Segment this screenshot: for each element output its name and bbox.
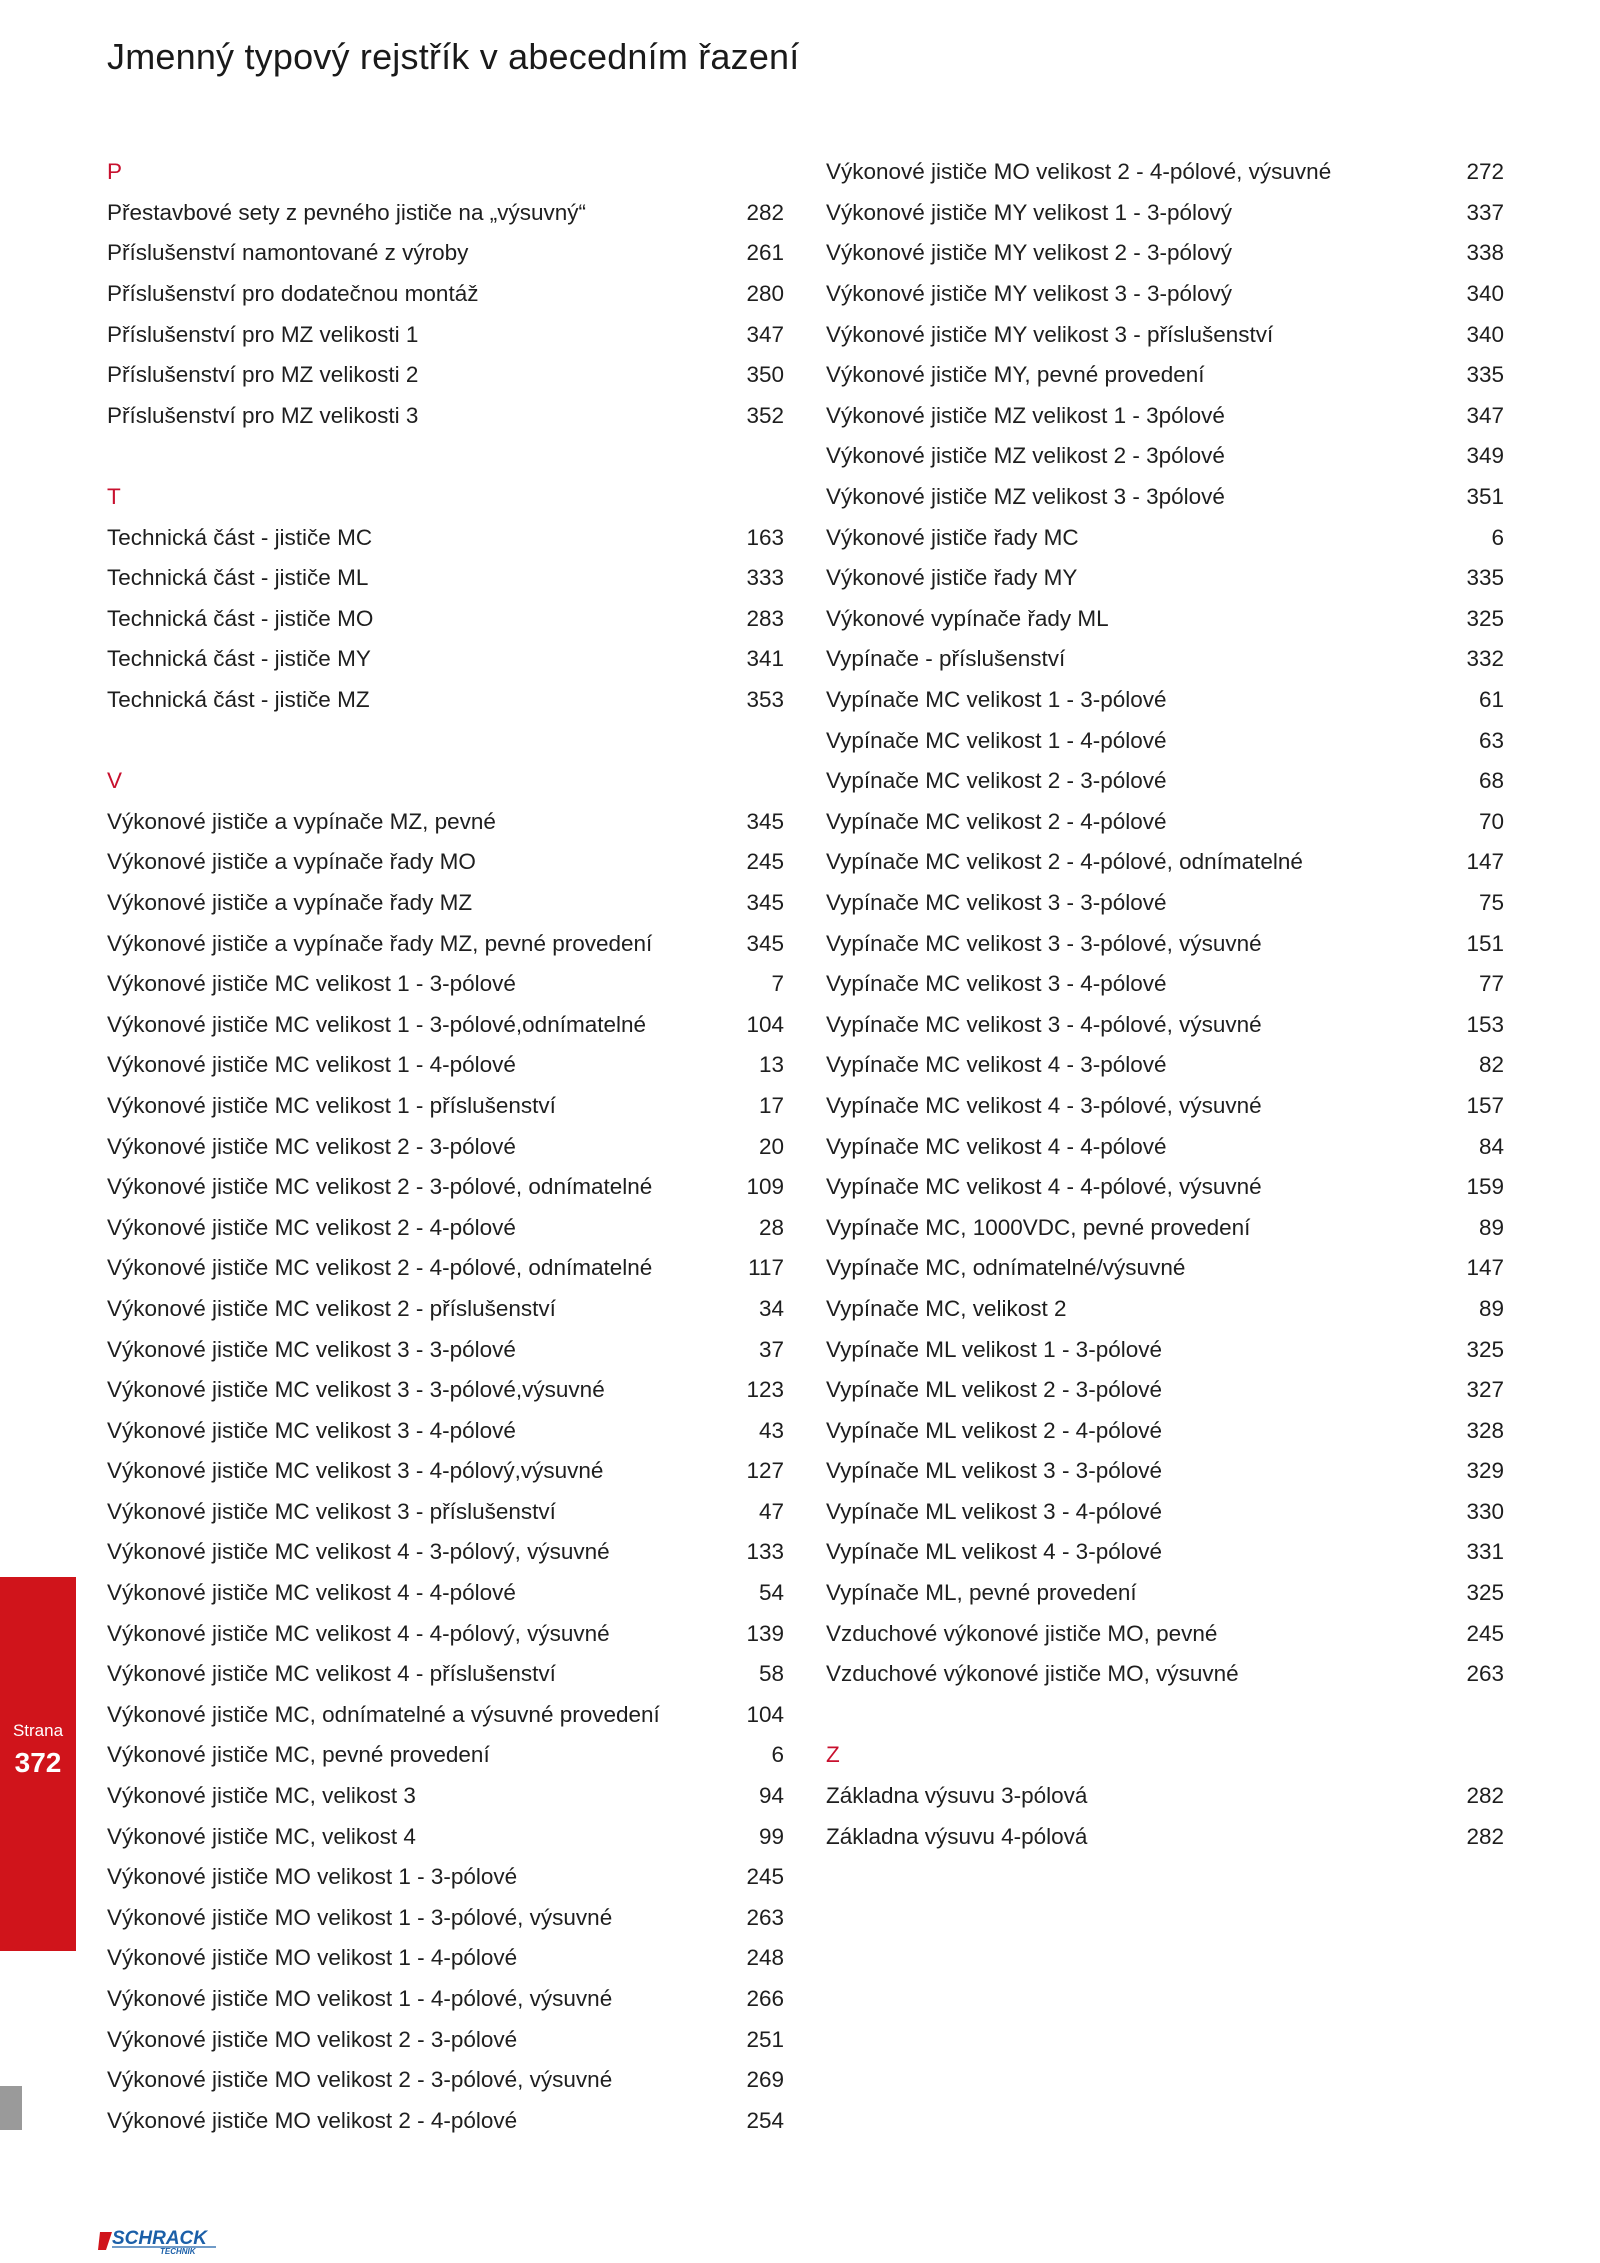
entry-title: Výkonové jističe MY, pevné provedení: [826, 362, 1205, 388]
entry-title: Výkonové jističe MC velikost 2 - 4-pólové, odnímatelné: [107, 1255, 653, 1281]
entry-title: Výkonové jističe MC velikost 3 - 3-pólové,výsuvné: [107, 1377, 605, 1403]
entry-title: Příslušenství pro MZ velikosti 2: [107, 362, 419, 388]
entry-page-number: 245: [1466, 1620, 1504, 1646]
index-entry: [826, 1451, 1504, 1492]
entry-page-number: 89: [1478, 1214, 1504, 1240]
entry-title: Výkonové jističe MC velikost 1 - 3-pólové: [107, 971, 516, 997]
entry-title: Základna výsuvu 3-pólová: [826, 1783, 1088, 1809]
section-letter-heading: [107, 152, 784, 193]
entry-page-number: 330: [1466, 1498, 1504, 1524]
section-letter: V: [107, 768, 123, 794]
entry-page-number: 353: [746, 687, 784, 713]
index-entry: [107, 1654, 784, 1695]
entry-page-number: 20: [758, 1133, 784, 1159]
entry-page-number: 254: [746, 2107, 784, 2133]
entry-page-number: 325: [1466, 1336, 1504, 1362]
section-spacer: [826, 1695, 1504, 1736]
index-entry: [826, 1329, 1504, 1370]
section-spacer: [107, 720, 784, 761]
grey-edge-marker: [0, 2086, 22, 2130]
entry-page-number: 341: [746, 646, 784, 672]
entry-page-number: 99: [758, 1823, 784, 1849]
entry-title: Výkonové jističe MO velikost 2 - 3-pólové, výsuvné: [107, 2067, 613, 2093]
entry-page-number: 350: [746, 362, 784, 388]
index-entry: [107, 1695, 784, 1736]
index-entry: [107, 355, 784, 396]
section-letter: T: [107, 484, 121, 510]
entry-page-number: 159: [1466, 1174, 1504, 1200]
entry-page-number: 345: [746, 889, 784, 915]
entry-page-number: 123: [746, 1377, 784, 1403]
entry-title: Základna výsuvu 4-pólová: [826, 1823, 1088, 1849]
entry-page-number: 17: [758, 1092, 784, 1118]
svg-text:SCHRACK: SCHRACK: [112, 2228, 207, 2249]
entry-page-number: 68: [1478, 768, 1504, 794]
entry-title: Výkonové jističe MC velikost 1 - příslušenství: [107, 1092, 556, 1118]
index-entry: [826, 1004, 1504, 1045]
index-entry: [826, 558, 1504, 599]
index-entry: [107, 1004, 784, 1045]
index-entry: [107, 842, 784, 883]
index-entry: [826, 923, 1504, 964]
entry-title: Výkonové jističe MC, odnímatelné a výsuvné provedení: [107, 1701, 660, 1727]
entry-page-number: 109: [746, 1174, 784, 1200]
svg-text:TECHNIK: TECHNIK: [160, 2247, 196, 2256]
entry-page-number: 245: [746, 849, 784, 875]
entry-title: Vypínače MC velikost 4 - 3-pólové, výsuvné: [826, 1092, 1262, 1118]
index-entry: [107, 1857, 784, 1898]
page-side-tab: [0, 1577, 76, 1951]
index-entry: [107, 1573, 784, 1614]
entry-page-number: 352: [746, 402, 784, 428]
section-letter: P: [107, 159, 123, 185]
entry-title: Výkonové jističe MY velikost 1 - 3-pólový: [826, 199, 1232, 225]
index-entry: [826, 1248, 1504, 1289]
entry-page-number: 269: [746, 2067, 784, 2093]
entry-title: Výkonové jističe MC, pevné provedení: [107, 1742, 490, 1768]
entry-page-number: 266: [746, 1986, 784, 2012]
index-entry: [826, 233, 1504, 274]
entry-page-number: 127: [746, 1458, 784, 1484]
entry-title: Výkonové jističe MO velikost 1 - 4-pólové, výsuvné: [107, 1986, 613, 2012]
entry-title: Výkonové vypínače řady ML: [826, 605, 1109, 631]
index-entry: [826, 355, 1504, 396]
entry-page-number: 325: [1466, 1580, 1504, 1606]
index-entry: [107, 517, 784, 558]
entry-title: Výkonové jističe MO velikost 1 - 3-pólové: [107, 1864, 518, 1890]
entry-page-number: 282: [1466, 1823, 1504, 1849]
entry-page-number: 280: [746, 281, 784, 307]
schrack-logo-icon: [98, 2226, 243, 2256]
entry-title: Vypínače MC velikost 2 - 4-pólové: [826, 808, 1167, 834]
index-entry: [826, 1370, 1504, 1411]
entry-page-number: 351: [1466, 484, 1504, 510]
entry-title: Výkonové jističe MZ velikost 1 - 3pólové: [826, 402, 1225, 428]
entry-title: Vypínače MC velikost 4 - 4-pólové: [826, 1133, 1167, 1159]
index-entry: [107, 1532, 784, 1573]
entry-title: Vypínače MC, odnímatelné/výsuvné: [826, 1255, 1186, 1281]
entry-page-number: 332: [1466, 646, 1504, 672]
entry-page-number: 349: [1466, 443, 1504, 469]
entry-page-number: 163: [746, 524, 784, 550]
entry-page-number: 263: [1466, 1661, 1504, 1687]
entry-page-number: 331: [1466, 1539, 1504, 1565]
entry-title: Výkonové jističe MC velikost 3 - příslušenství: [107, 1498, 556, 1524]
index-entry: [107, 1816, 784, 1857]
entry-page-number: 104: [746, 1701, 784, 1727]
index-entry: [107, 1289, 784, 1330]
index-entry: [107, 1776, 784, 1817]
index-entry: [107, 1207, 784, 1248]
index-entry: [826, 1613, 1504, 1654]
entry-title: Výkonové jističe a vypínače řady MZ, pevné provedení: [107, 930, 653, 956]
entry-title: Vypínače ML, pevné provedení: [826, 1580, 1137, 1606]
index-entry: [107, 1492, 784, 1533]
entry-title: Vypínače MC velikost 1 - 4-pólové: [826, 727, 1167, 753]
entry-title: Vypínače ML velikost 3 - 4-pólové: [826, 1498, 1162, 1524]
entry-title: Výkonové jističe MY velikost 3 - příslušenství: [826, 321, 1274, 347]
index-entry: [826, 517, 1504, 558]
index-entry: [826, 152, 1504, 193]
index-entry: [826, 639, 1504, 680]
entry-title: Výkonové jističe MO velikost 2 - 4-pólové, výsuvné: [826, 159, 1332, 185]
index-entry: [107, 923, 784, 964]
entry-page-number: 61: [1478, 687, 1504, 713]
index-entry: [826, 1207, 1504, 1248]
entry-title: Výkonové jističe MC velikost 4 - 4-pólové: [107, 1580, 516, 1606]
entry-page-number: 251: [746, 2026, 784, 2052]
entry-title: Vypínače MC velikost 3 - 3-pólové, výsuvné: [826, 930, 1262, 956]
index-entry: [107, 1938, 784, 1979]
index-entry: [107, 2101, 784, 2142]
entry-title: Výkonové jističe MC velikost 3 - 3-pólové: [107, 1336, 516, 1362]
entry-title: Výkonové jističe MC velikost 1 - 3-pólové,odnímatelné: [107, 1011, 647, 1037]
entry-title: Výkonové jističe MO velikost 1 - 4-pólové: [107, 1945, 518, 1971]
entry-page-number: 263: [746, 1904, 784, 1930]
entry-title: Vypínače MC velikost 1 - 3-pólové: [826, 687, 1167, 713]
entry-page-number: 248: [746, 1945, 784, 1971]
entry-page-number: 75: [1478, 889, 1504, 915]
index-entry: [826, 802, 1504, 843]
entry-page-number: 153: [1466, 1011, 1504, 1037]
index-entry: [826, 274, 1504, 315]
index-entry: [826, 1776, 1504, 1817]
entry-title: Výkonové jističe MC velikost 2 - 4-pólové: [107, 1214, 516, 1240]
entry-page-number: 89: [1478, 1295, 1504, 1321]
index-entry: [107, 1329, 784, 1370]
index-entry: [107, 2060, 784, 2101]
index-entry: [107, 1451, 784, 1492]
index-entry: [826, 477, 1504, 518]
entry-page-number: 345: [746, 930, 784, 956]
entry-title: Výkonové jističe MC, velikost 3: [107, 1783, 416, 1809]
entry-page-number: 139: [746, 1620, 784, 1646]
entry-title: Přestavbové sety z pevného jističe na „výsuvný“: [107, 199, 586, 225]
index-entry: [107, 193, 784, 234]
entry-title: Technická část - jističe MY: [107, 646, 371, 672]
entry-page-number: 345: [746, 808, 784, 834]
entry-title: Vypínače MC velikost 4 - 4-pólové, výsuvné: [826, 1174, 1262, 1200]
entry-page-number: 6: [771, 1742, 784, 1768]
entry-title: Příslušenství pro MZ velikosti 3: [107, 402, 419, 428]
index-entry: [826, 599, 1504, 640]
entry-title: Výkonové jističe MC velikost 2 - příslušenství: [107, 1295, 556, 1321]
index-entry: [107, 314, 784, 355]
index-entry: [826, 436, 1504, 477]
entry-title: Výkonové jističe MC velikost 4 - příslušenství: [107, 1661, 556, 1687]
page-number: 372: [14, 1747, 62, 1778]
index-entry: [826, 1126, 1504, 1167]
section-spacer: [107, 436, 784, 477]
entry-title: Vypínače MC velikost 2 - 3-pólové: [826, 768, 1167, 794]
side-tab-label: Strana: [12, 1721, 64, 1740]
entry-page-number: 43: [758, 1417, 784, 1443]
index-entry: [107, 1370, 784, 1411]
index-entry: [107, 1735, 784, 1776]
entry-page-number: 54: [758, 1580, 784, 1606]
entry-title: Vypínače ML velikost 2 - 3-pólové: [826, 1377, 1162, 1403]
index-entry: [826, 1167, 1504, 1208]
entry-page-number: 37: [758, 1336, 784, 1362]
entry-title: Příslušenství namontované z výroby: [107, 240, 469, 266]
entry-page-number: 347: [1466, 402, 1504, 428]
entry-page-number: 7: [771, 971, 784, 997]
entry-title: Výkonové jističe MC velikost 4 - 3-pólový, výsuvné: [107, 1539, 610, 1565]
entry-page-number: 63: [1478, 727, 1504, 753]
schrack-logo: [98, 2226, 243, 2256]
section-letter: Z: [826, 1742, 840, 1768]
entry-title: Vypínače MC, 1000VDC, pevné provedení: [826, 1214, 1251, 1240]
entry-title: Výkonové jističe MO velikost 2 - 4-pólové: [107, 2107, 518, 2133]
entry-page-number: 28: [758, 1214, 784, 1240]
index-entry: [107, 233, 784, 274]
entry-page-number: 82: [1478, 1052, 1504, 1078]
page-title: Jmenný typový rejstřík v abecedním řazení: [107, 36, 800, 77]
index-entry: [107, 396, 784, 437]
entry-title: Vypínače MC, velikost 2: [826, 1295, 1067, 1321]
index-entry: [107, 599, 784, 640]
entry-page-number: 347: [746, 321, 784, 347]
index-entry: [826, 1492, 1504, 1533]
entry-title: Výkonové jističe MZ velikost 2 - 3pólové: [826, 443, 1225, 469]
index-entry: [107, 1045, 784, 1086]
entry-page-number: 328: [1466, 1417, 1504, 1443]
entry-page-number: 147: [1466, 1255, 1504, 1281]
entry-page-number: 333: [746, 565, 784, 591]
section-letter-heading: [107, 761, 784, 802]
entry-page-number: 245: [746, 1864, 784, 1890]
entry-title: Výkonové jističe řady MC: [826, 524, 1079, 550]
entry-title: Vzduchové výkonové jističe MO, pevné: [826, 1620, 1218, 1646]
index-entry: [107, 680, 784, 721]
entry-title: Vypínače MC velikost 3 - 4-pólové, výsuvné: [826, 1011, 1262, 1037]
entry-page-number: 147: [1466, 849, 1504, 875]
entry-page-number: 104: [746, 1011, 784, 1037]
index-entry: [107, 1613, 784, 1654]
entry-title: Příslušenství pro MZ velikosti 1: [107, 321, 419, 347]
entry-title: Výkonové jističe MZ velikost 3 - 3pólové: [826, 484, 1225, 510]
entry-page-number: 335: [1466, 362, 1504, 388]
index-entry: [107, 1248, 784, 1289]
entry-title: Vypínače ML velikost 3 - 3-pólové: [826, 1458, 1162, 1484]
index-entry: [107, 1898, 784, 1939]
index-entry: [107, 1979, 784, 2020]
entry-title: Výkonové jističe a vypínače MZ, pevné: [107, 808, 496, 834]
entry-page-number: 325: [1466, 605, 1504, 631]
entry-title: Vypínače MC velikost 3 - 4-pólové: [826, 971, 1167, 997]
entry-page-number: 283: [746, 605, 784, 631]
entry-page-number: 261: [746, 240, 784, 266]
index-entry: [107, 1086, 784, 1127]
entry-page-number: 282: [746, 199, 784, 225]
index-entry: [826, 761, 1504, 802]
entry-page-number: 272: [1466, 159, 1504, 185]
entry-title: Výkonové jističe MC velikost 4 - 4-pólový, výsuvné: [107, 1620, 610, 1646]
index-entry: [826, 1573, 1504, 1614]
entry-page-number: 70: [1478, 808, 1504, 834]
index-column-left: [107, 152, 784, 2141]
index-column-right: [826, 152, 1504, 1857]
entry-title: Výkonové jističe MC velikost 2 - 3-pólové: [107, 1133, 516, 1159]
entry-title: Výkonové jističe MY velikost 2 - 3-pólový: [826, 240, 1232, 266]
entry-title: Vypínače ML velikost 1 - 3-pólové: [826, 1336, 1162, 1362]
entry-page-number: 327: [1466, 1377, 1504, 1403]
entry-page-number: 34: [758, 1295, 784, 1321]
entry-page-number: 157: [1466, 1092, 1504, 1118]
index-entry: [826, 314, 1504, 355]
index-entry: [826, 720, 1504, 761]
section-letter-heading: [107, 477, 784, 518]
index-entry: [826, 1086, 1504, 1127]
entry-page-number: 94: [758, 1783, 784, 1809]
entry-title: Vypínače MC velikost 4 - 3-pólové: [826, 1052, 1167, 1078]
entry-page-number: 133: [746, 1539, 784, 1565]
entry-title: Výkonové jističe MC velikost 3 - 4-pólové: [107, 1417, 516, 1443]
index-entry: [107, 1126, 784, 1167]
index-entry: [826, 680, 1504, 721]
index-entry: [107, 802, 784, 843]
entry-page-number: 77: [1478, 971, 1504, 997]
index-entry: [826, 964, 1504, 1005]
index-entry: [107, 883, 784, 924]
entry-title: Technická část - jističe MO: [107, 605, 374, 631]
entry-title: Technická část - jističe MZ: [107, 687, 370, 713]
entry-page-number: 151: [1466, 930, 1504, 956]
index-entry: [826, 1410, 1504, 1451]
index-entry: [107, 639, 784, 680]
section-letter-heading: [826, 1735, 1504, 1776]
entry-page-number: 84: [1478, 1133, 1504, 1159]
index-entry: [826, 1532, 1504, 1573]
entry-page-number: 335: [1466, 565, 1504, 591]
entry-title: Technická část - jističe ML: [107, 565, 369, 591]
entry-title: Výkonové jističe MC velikost 1 - 4-pólové: [107, 1052, 516, 1078]
entry-page-number: 337: [1466, 199, 1504, 225]
entry-title: Výkonové jističe MC velikost 2 - 3-pólové, odnímatelné: [107, 1174, 653, 1200]
entry-title: Příslušenství pro dodatečnou montáž: [107, 281, 479, 307]
index-entry: [826, 193, 1504, 234]
index-entry: [107, 964, 784, 1005]
entry-title: Výkonové jističe MC, velikost 4: [107, 1823, 416, 1849]
entry-title: Výkonové jističe MY velikost 3 - 3-pólový: [826, 281, 1232, 307]
entry-page-number: 329: [1466, 1458, 1504, 1484]
entry-page-number: 13: [758, 1052, 784, 1078]
entry-page-number: 117: [748, 1255, 784, 1281]
entry-page-number: 340: [1466, 281, 1504, 307]
entry-title: Technická část - jističe MC: [107, 524, 373, 550]
entry-title: Výkonové jističe MO velikost 1 - 3-pólové, výsuvné: [107, 1904, 613, 1930]
entry-title: Výkonové jističe MO velikost 2 - 3-pólové: [107, 2026, 518, 2052]
index-entry: [826, 396, 1504, 437]
entry-page-number: 338: [1466, 240, 1504, 266]
index-entry: [826, 1045, 1504, 1086]
index-entry: [107, 2019, 784, 2060]
entry-title: Výkonové jističe řady MY: [826, 565, 1078, 591]
index-entry: [107, 1167, 784, 1208]
entry-title: Vypínače ML velikost 2 - 4-pólové: [826, 1417, 1162, 1443]
entry-title: Vypínače MC velikost 3 - 3-pólové: [826, 889, 1167, 915]
entry-title: Vypínače - příslušenství: [826, 646, 1066, 672]
entry-title: Vypínače ML velikost 4 - 3-pólové: [826, 1539, 1162, 1565]
entry-page-number: 6: [1491, 524, 1504, 550]
entry-title: Vypínače MC velikost 2 - 4-pólové, odnímatelné: [826, 849, 1303, 875]
index-entry: [826, 1289, 1504, 1330]
entry-title: Vzduchové výkonové jističe MO, výsuvné: [826, 1661, 1239, 1687]
entry-title: Výkonové jističe a vypínače řady MZ: [107, 889, 473, 915]
index-entry: [826, 842, 1504, 883]
entry-title: Výkonové jističe MC velikost 3 - 4-pólový,výsuvné: [107, 1458, 604, 1484]
entry-page-number: 282: [1466, 1783, 1504, 1809]
index-entry: [826, 883, 1504, 924]
entry-page-number: 58: [758, 1661, 784, 1687]
index-entry: [107, 1410, 784, 1451]
index-entry: [107, 274, 784, 315]
index-entry: [826, 1654, 1504, 1695]
entry-page-number: 340: [1466, 321, 1504, 347]
index-entry: [107, 558, 784, 599]
entry-title: Výkonové jističe a vypínače řady MO: [107, 849, 476, 875]
entry-page-number: 47: [758, 1498, 784, 1524]
index-entry: [826, 1816, 1504, 1857]
